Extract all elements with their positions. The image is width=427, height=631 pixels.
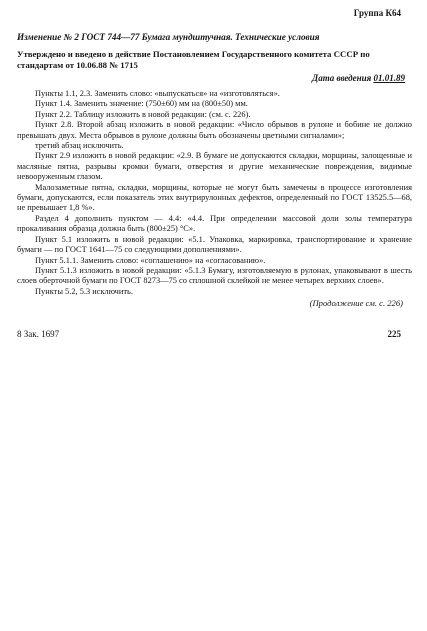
introduction-date <box>312 73 405 83</box>
paragraph: Пункт 2.2. Таблицу изложить в новой редакции: (см. с. 226). <box>35 109 251 119</box>
introduction-date-value: 01.01.89 <box>373 73 405 83</box>
amendment-body <box>17 89 412 297</box>
paragraph: Пункт 5.1.1. Заменить слово: «соглашению» на «согласованию». <box>35 255 266 265</box>
paragraph: Раздел 4 дополнить пунктом — 4.4: «4.4. При определении массовой доли золы температура прокаливания образца должна быть (800±25) °С». <box>17 213 412 234</box>
introduction-date-label: Дата введения <box>312 73 372 83</box>
paragraph: Пункт 2.9 изложить в новой редакции: «2.9. В бумаге не допускаются складки, морщины, залощенные и масляные пятна, разрывы кромки бумаги, отверстия и другие механические повреждения, видимые невооруженным глазом. <box>17 151 412 182</box>
paragraph: Пункт 2.8. Второй абзац изложить в новой редакции: «Число обрывов в рулоне и бобине не должно превышать двух. Места обрывов в рулоне должны быть обозначены цветными сигналами»; <box>17 120 412 140</box>
paragraph: Пункт 5.1 изложить в новой редакции: «5.1. Упаковка, маркировка, транспортирование и хранение бумаги — по ГОСТ 1641—75 со следующими дополнениями». <box>17 234 412 255</box>
paragraph: Пункт 1.4. Заменить значение: (750±60) мм на (800±50) мм. <box>35 99 248 109</box>
paragraph: Пункты 1.1, 2.3. Заменить слово: «выпускаться» на «изготовляться». <box>35 89 280 98</box>
document-title: Изменение № 2 ГОСТ 744—77 Бумага мундштучная. Технические условия <box>17 32 320 42</box>
continuation-note: (Продолжение см. с. 226) <box>309 298 403 308</box>
page-number: 225 <box>387 329 401 339</box>
paragraph: третий абзац исключить. <box>35 141 124 151</box>
paragraph: Пункты 5.2, 5.3 исключить. <box>35 286 133 296</box>
approval-statement: Утверждено и введено в действие Постановлением Государственного комитета СССР по стандартам от 10.06.88 № 1715 <box>17 49 370 70</box>
paragraph: Пункт 5.1.3 изложить в новой редакции: «5.1.3 Бумагу, изготовляемую в рулонах, упаковывают в шесть слоев оберточной бумаги по ГОСТ 8273—75 со сплошной склейкой не менее четырех верхних слоев». <box>17 265 412 286</box>
print-order-number: 8 Зак. 1697 <box>17 329 60 339</box>
group-code: Группа К64 <box>353 8 401 18</box>
paragraph: Малозаметные пятна, складки, морщины, которые не могут быть замечены в процессе изготовления бумаги, допускаются, если показатель этих внутрирулонных дефектов, определенный по ГОСТ 13525.5—68, не превышает 1,8 %». <box>17 182 412 213</box>
